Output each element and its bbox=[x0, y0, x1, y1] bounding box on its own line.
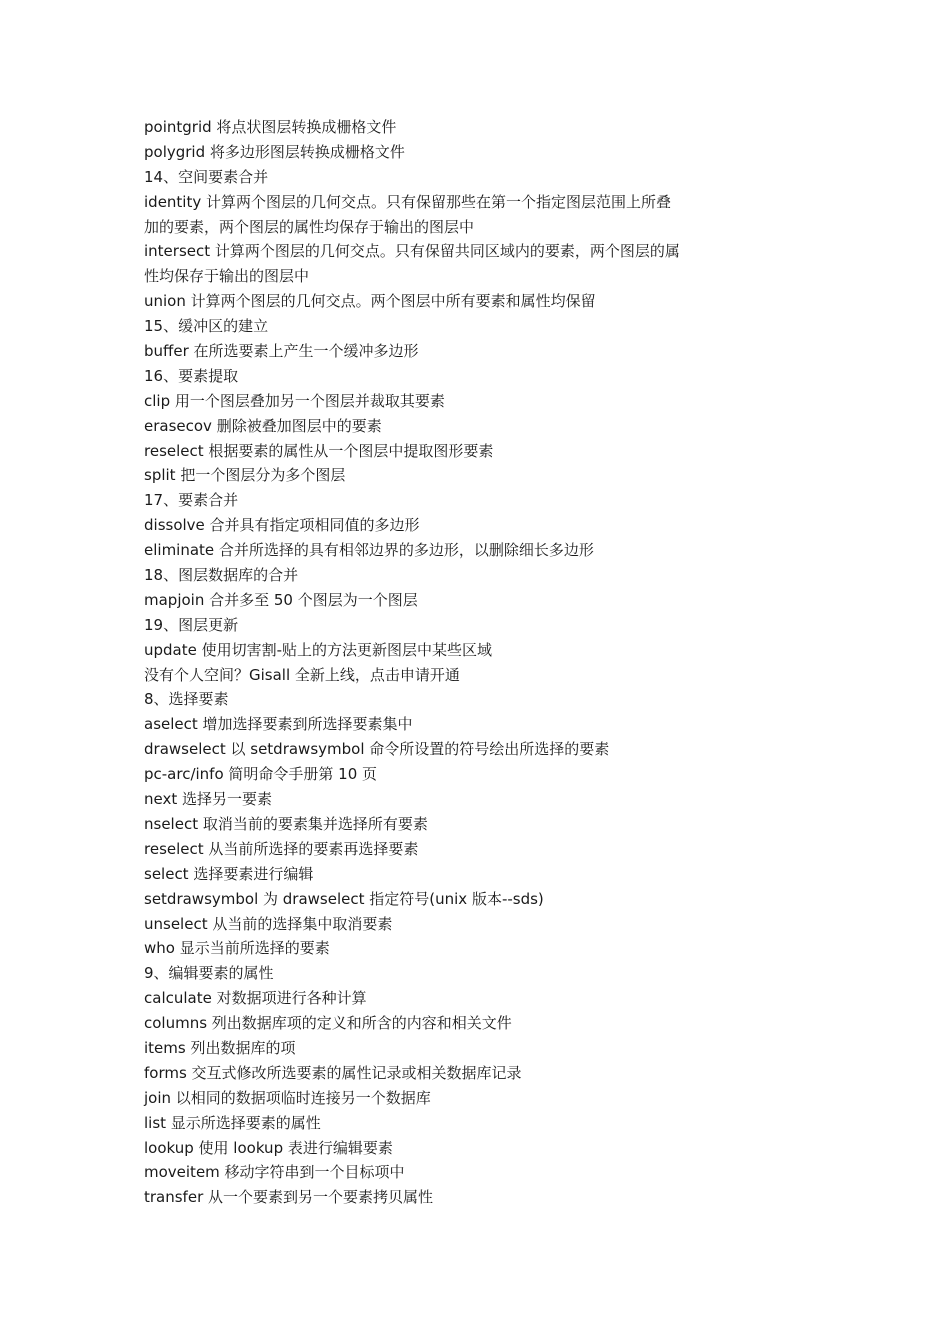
text-line: aselect 增加选择要素到所选择要素集中 bbox=[144, 715, 413, 734]
section-heading: 16、要素提取 bbox=[144, 366, 239, 385]
text-line: reselect 从当前所选择的要素再选择要素 bbox=[144, 839, 419, 858]
text-line: setdrawsymbol 为 drawselect 指定符号(unix 版本--sds) bbox=[144, 889, 544, 908]
text-line: 性均保存于输出的图层中 bbox=[144, 267, 310, 286]
text-line: reselect 根据要素的属性从一个图层中提取图形要素 bbox=[144, 441, 494, 460]
text-line: buffer 在所选要素上产生一个缓冲多边形 bbox=[144, 342, 419, 361]
text-line: unselect 从当前的选择集中取消要素 bbox=[144, 914, 393, 933]
text-line: union 计算两个图层的几何交点。两个图层中所有要素和属性均保留 bbox=[144, 292, 596, 311]
text-line: 加的要素，两个图层的属性均保存于输出的图层中 bbox=[144, 217, 475, 236]
text-line: next 选择另一要素 bbox=[144, 790, 272, 809]
document-body bbox=[144, 115, 744, 1210]
text-line: erasecov 删除被叠加图层中的要素 bbox=[144, 416, 382, 435]
text-line: list 显示所选择要素的属性 bbox=[144, 1113, 321, 1132]
text-line: calculate 对数据项进行各种计算 bbox=[144, 989, 367, 1008]
text-line: select 选择要素进行编辑 bbox=[144, 864, 314, 883]
text-line: lookup 使用 lookup 表进行编辑要素 bbox=[144, 1138, 393, 1157]
text-line: items 列出数据库的项 bbox=[144, 1038, 296, 1057]
text-line: who 显示当前所选择的要素 bbox=[144, 939, 330, 958]
section-heading: 17、要素合并 bbox=[144, 491, 239, 510]
text-line: pc-arc/info 简明命令手册第 10 页 bbox=[144, 765, 378, 784]
text-line: transfer 从一个要素到另一个要素拷贝属性 bbox=[144, 1188, 434, 1207]
text-line: drawselect 以 setdrawsymbol 命令所设置的符号绘出所选择的要素 bbox=[144, 740, 610, 759]
text-line: identity 计算两个图层的几何交点。只有保留那些在第一个指定图层范围上所叠 bbox=[144, 192, 672, 211]
text-line: clip 用一个图层叠加另一个图层并裁取其要素 bbox=[144, 391, 445, 410]
section-heading: 19、图层更新 bbox=[144, 615, 239, 634]
text-line: dissolve 合并具有指定项相同值的多边形 bbox=[144, 516, 420, 535]
section-heading: 9、编辑要素的属性 bbox=[144, 964, 274, 983]
text-line: columns 列出数据库项的定义和所含的内容和相关文件 bbox=[144, 1014, 512, 1033]
text-line: intersect 计算两个图层的几何交点。只有保留共同区域内的要素，两个图层的属 bbox=[144, 242, 680, 261]
section-heading: 8、选择要素 bbox=[144, 690, 229, 709]
text-line: join 以相同的数据项临时连接另一个数据库 bbox=[144, 1088, 431, 1107]
text-line: forms 交互式修改所选要素的属性记录或相关数据库记录 bbox=[144, 1063, 522, 1082]
section-heading: 14、空间要素合并 bbox=[144, 167, 269, 186]
text-line: update 使用切害割-贴上的方法更新图层中某些区域 bbox=[144, 640, 493, 659]
section-heading: 15、缓冲区的建立 bbox=[144, 317, 269, 336]
text-line: split 把一个图层分为多个图层 bbox=[144, 466, 346, 485]
text-line: eliminate 合并所选择的具有相邻边界的多边形，以删除细长多边形 bbox=[144, 541, 594, 560]
text-line: nselect 取消当前的要素集并选择所有要素 bbox=[144, 814, 428, 833]
promo-line: 没有个人空间？Gisall 全新上线，点击申请开通 bbox=[144, 665, 460, 684]
text-line: moveitem 移动字符串到一个目标项中 bbox=[144, 1163, 405, 1182]
text-line: pointgrid 将点状图层转换成栅格文件 bbox=[144, 118, 397, 136]
text-line: mapjoin 合并多至 50 个图层为一个图层 bbox=[144, 590, 418, 609]
section-heading: 18、图层数据库的合并 bbox=[144, 566, 299, 585]
text-line: polygrid 将多边形图层转换成栅格文件 bbox=[144, 142, 405, 161]
